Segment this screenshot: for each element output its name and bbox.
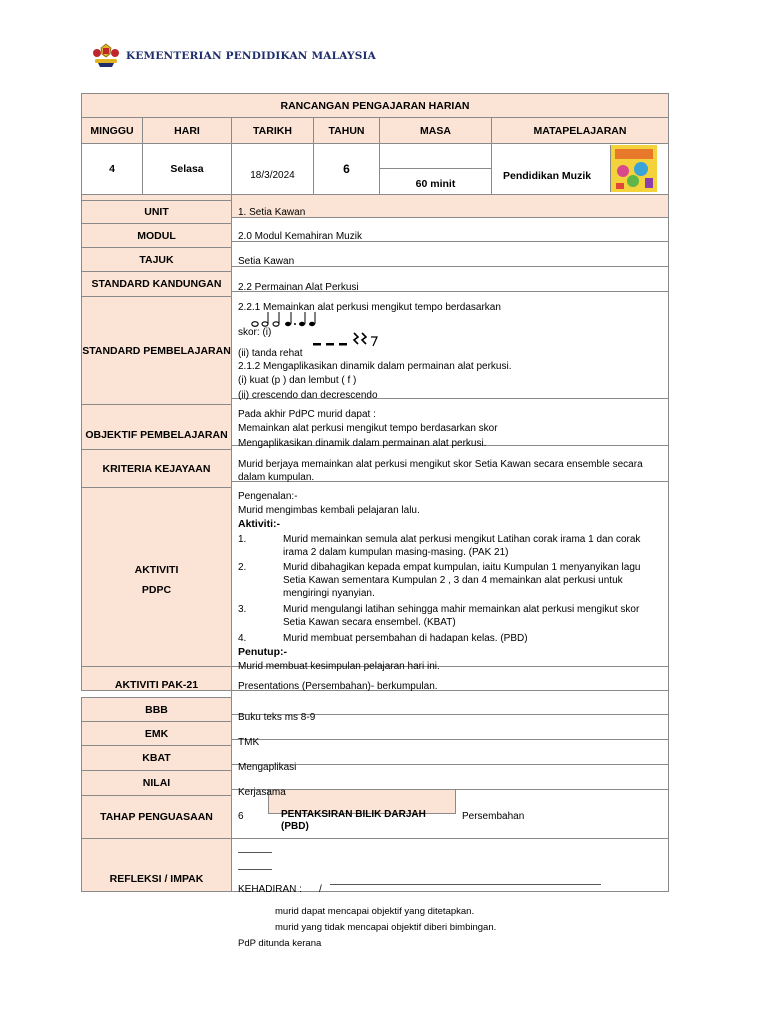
aktiviti-intro-heading: Pengenalan:- bbox=[238, 491, 298, 502]
label-kriteria: KRITERIA KEJAYAAN bbox=[81, 449, 232, 488]
value-kbat: Mengaplikasi bbox=[238, 762, 297, 773]
label-refleksi-cell bbox=[81, 838, 232, 892]
col-matapelajaran: MATAPELAJARAN bbox=[491, 117, 669, 144]
label-kbat: KBAT bbox=[81, 745, 232, 771]
aktiviti-item-3-text: Murid mengulangi latihan sehingga mahir memainkan alat perkusi mengikut skor Setia Kawan secara ensembel. (KBAT) bbox=[283, 604, 640, 628]
kehadiran-slash: / bbox=[319, 884, 322, 895]
checkbox-line-1[interactable] bbox=[238, 852, 272, 853]
value-bbb: Buku teks ms 8-9 bbox=[238, 712, 316, 723]
label-unit: UNIT bbox=[81, 200, 232, 224]
aktiviti-item-2-num: 2. bbox=[238, 562, 247, 573]
ministry-crest-logo bbox=[92, 42, 120, 68]
col-masa: MASA bbox=[379, 117, 492, 144]
pbd-label: PENTAKSIRAN BILIK DARJAH (PBD) bbox=[281, 809, 426, 832]
label-pak21: AKTIVITI PAK-21 bbox=[81, 666, 232, 691]
value-modul: 2.0 Modul Kemahiran Muzik bbox=[238, 231, 362, 242]
sp-line-2: skor: (i) bbox=[238, 327, 272, 338]
value-emk: TMK bbox=[238, 737, 260, 748]
reflection-line[interactable] bbox=[330, 884, 601, 885]
label-standard-kandungan: STANDARD KANDUNGAN bbox=[81, 271, 232, 297]
aktiviti-item-4-num: 4. bbox=[238, 633, 247, 644]
checkbox-line-2[interactable] bbox=[238, 869, 272, 870]
sp-line-5: (i) kuat (p ) dan lembut ( f ) bbox=[238, 375, 357, 386]
aktiviti-item-1-text: Murid memainkan semula alat perkusi mengikut Latihan corak irama 1 dan corak irama 2 dalam kumpulan masing-masing. (PAK 21) bbox=[283, 534, 641, 558]
value-pbd: Persembahan bbox=[462, 811, 525, 822]
objektif-line-3: Mengaplikasikan dinamik dalam permainan alat perkusi. bbox=[238, 438, 487, 449]
aktiviti-heading: Aktiviti:- bbox=[238, 518, 280, 530]
label-refleksi: REFLEKSI / IMPAK bbox=[109, 873, 204, 885]
sp-line-3: (ii) tanda rehat bbox=[238, 348, 303, 359]
label-aktiviti: AKTIVITI bbox=[134, 564, 179, 576]
aktiviti-closing-text: Murid membuat kesimpulan pelajaran hari ini. bbox=[238, 661, 440, 672]
value-tahun: 6 bbox=[313, 143, 380, 195]
ministry-title: KEMENTERIAN PENDIDIKAN MALAYSIA bbox=[126, 50, 376, 62]
col-hari: HARI bbox=[142, 117, 232, 144]
value-tarikh: 18/3/2024 bbox=[231, 143, 314, 195]
note-achieved: murid dapat mencapai objektif yang ditetapkan. bbox=[275, 906, 475, 917]
col-minggu: MINGGU bbox=[81, 117, 143, 144]
value-tahap: 6 bbox=[238, 811, 244, 822]
label-nilai: NILAI bbox=[81, 770, 232, 796]
kehadiran-label: KEHADIRAN : bbox=[238, 884, 302, 895]
aktiviti-item-1-num: 1. bbox=[238, 534, 247, 545]
value-masa: 60 minit bbox=[415, 178, 456, 190]
textbook-cover-image bbox=[610, 145, 657, 192]
row-kbat-box bbox=[231, 739, 669, 765]
value-nilai: Kerjasama bbox=[238, 787, 286, 798]
label-modul: MODUL bbox=[81, 223, 232, 248]
label-pdpc: PDPC bbox=[141, 584, 172, 596]
rest-symbols-icon bbox=[312, 331, 382, 347]
aktiviti-intro-text: Murid mengimbas kembali pelajaran lalu. bbox=[238, 505, 420, 516]
label-standard-pembelajaran: STANDARD PEMBELAJARAN bbox=[81, 296, 232, 405]
aktiviti-closing-heading: Penutup:- bbox=[238, 646, 287, 658]
value-hari: Selasa bbox=[142, 143, 232, 195]
label-objektif: OBJEKTIF PEMBELAJARAN bbox=[81, 404, 232, 450]
masa-cell bbox=[379, 143, 492, 195]
objektif-line-2: Memainkan alat perkusi mengikut tempo berdasarkan skor bbox=[238, 423, 498, 434]
label-bbb: BBB bbox=[81, 697, 232, 722]
row-nilai-box bbox=[231, 764, 669, 790]
value-matapelajaran: Pendidikan Muzik bbox=[503, 170, 592, 182]
subject-cell bbox=[491, 143, 669, 195]
objektif-line-1: Pada akhir PdPC murid dapat : bbox=[238, 409, 376, 420]
masa-divider bbox=[380, 168, 491, 169]
note-postponed: PdP ditunda kerana bbox=[238, 938, 322, 949]
col-tahun: TAHUN bbox=[313, 117, 380, 144]
sp-line-6: (ii) crescendo dan decrescendo bbox=[238, 390, 378, 401]
sp-line-4: 2.1.2 Mengaplikasikan dinamik dalam permainan alat perkusi. bbox=[238, 361, 512, 372]
label-tajuk: TAJUK bbox=[81, 247, 232, 272]
label-tahap-penguasaan: TAHAP PENGUASAAN bbox=[81, 795, 232, 839]
value-tajuk: Setia Kawan bbox=[238, 256, 295, 267]
label-aktiviti-cell bbox=[81, 487, 232, 667]
value-minggu: 4 bbox=[81, 143, 143, 195]
value-standard-kandungan: 2.2 Permainan Alat Perkusi bbox=[238, 282, 359, 293]
note-not-achieved: murid yang tidak mencapai objektif diberi bimbingan. bbox=[275, 922, 497, 933]
label-emk: EMK bbox=[81, 721, 232, 746]
aktiviti-item-2-text: Murid dibahagikan kepada empat kumpulan, iaitu Kumpulan 1 menyanyikan lagu Setia Kawan sementara Kumpulan 2 , 3 dan 4 memainkan alat perkusi untuk mengiringi nyanyian. bbox=[283, 562, 641, 599]
value-unit: 1. Setia Kawan bbox=[238, 207, 306, 218]
sp-line-1: 2.2.1 Memainkan alat perkusi mengikut tempo berdasarkan bbox=[238, 302, 501, 313]
value-pak21: Presentations (Persembahan)- berkumpulan. bbox=[238, 681, 438, 692]
row-tajuk-box bbox=[231, 241, 669, 267]
aktiviti-item-3-num: 3. bbox=[238, 604, 247, 615]
aktiviti-item-4-text: Murid membuat persembahan di hadapan kelas. (PBD) bbox=[283, 633, 528, 644]
value-kriteria: Murid berjaya memainkan alat perkusi mengikut skor Setia Kawan secara ensemble secara dalam kumpulan. bbox=[238, 459, 643, 483]
col-tarikh: TARIKH bbox=[231, 117, 314, 144]
plan-title: RANCANGAN PENGAJARAN HARIAN bbox=[81, 93, 669, 118]
